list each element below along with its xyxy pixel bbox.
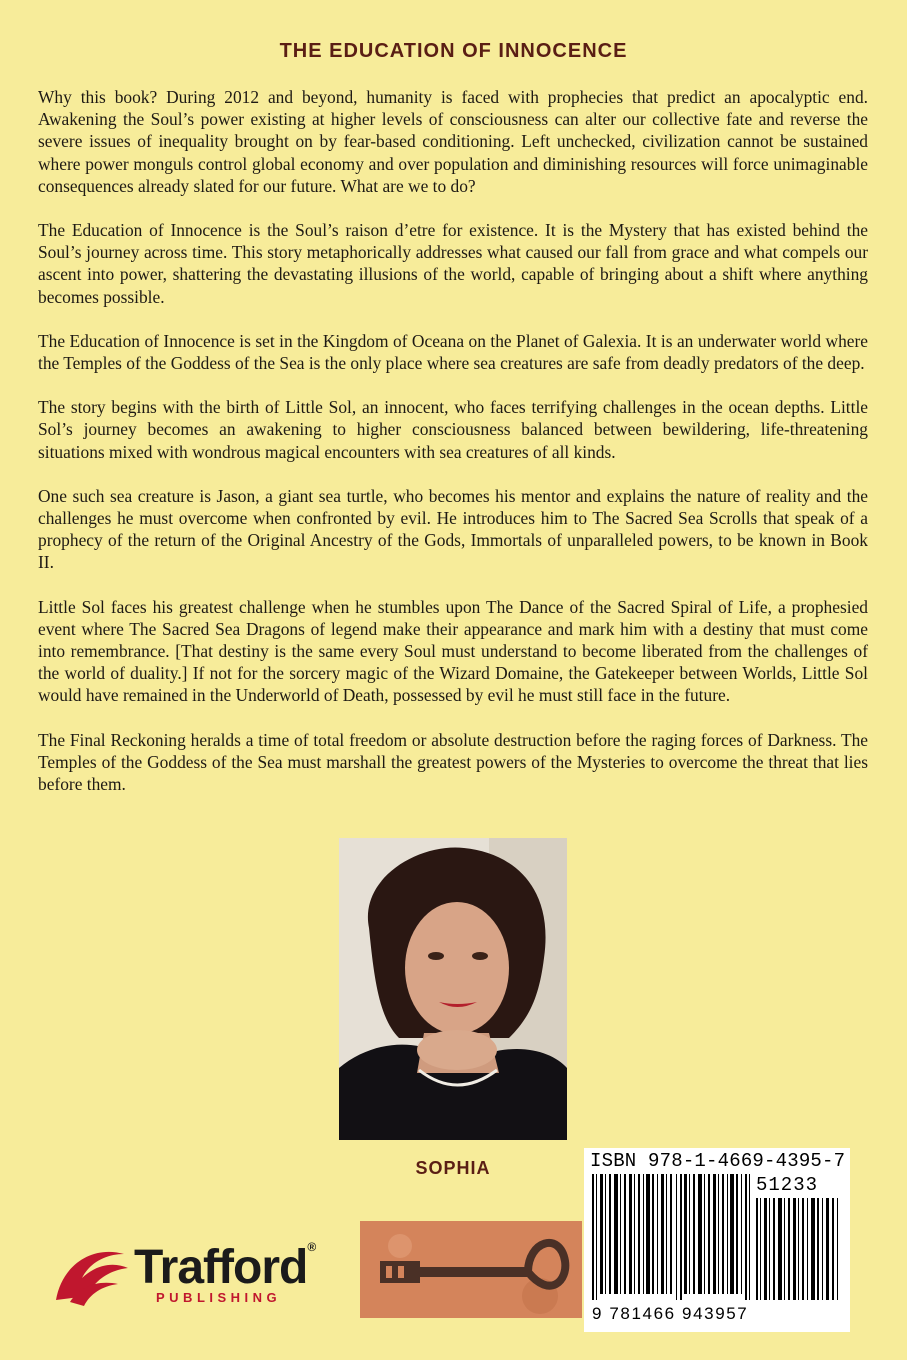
isbn-barcode [584, 1148, 850, 1332]
trafford-swirl-icon [52, 1240, 134, 1310]
author-photo [339, 838, 567, 1140]
author-portrait-illustration [339, 838, 567, 1140]
ean-digits: 9 781466 943957 [592, 1304, 749, 1323]
description-paragraph: One such sea creature is Jason, a giant sea turtle, who becomes his mentor and explains the nature of reality and the challenges he must overcome when confronted by evil. He introduces him to The Sacred Sea Scrolls that speak of a prophecy of the return of the Original Ancestry of the Gods, Immortals of unparalleled powers, to be known in Book II. [38, 485, 868, 573]
description-paragraph: The Education of Innocence is set in the Kingdom of Oceana on the Planet of Galexia. It is an underwater world where the Temples of the Goddess of the Sea is the only place where sea creatures are safe from deadly predators of the deep. [38, 330, 868, 374]
description-paragraph: Little Sol faces his greatest challenge when he stumbles upon The Dance of the Sacred Spiral of Life, a prophesied event where The Sacred Sea Dragons of legend make their appearance and mark him with a destiny that must come into remembrance. [That destiny is the same every Soul must understand to become liberated from the challenges of the world of duality.] If not for the sorcery magic of the Wizard Domaine, the Gatekeeper between Worlds, Little Sol would have remained in the Underworld of Death, possessed by evil he must still face in the future. [38, 596, 868, 706]
isbn-number: ISBN 978-1-4669-4395-7 [590, 1150, 846, 1172]
antique-key-icon [360, 1221, 582, 1318]
publisher-subtitle: PUBLISHING [156, 1290, 282, 1305]
publisher-name: Trafford® [134, 1240, 316, 1294]
book-title: THE EDUCATION OF INNOCENCE [279, 40, 628, 62]
book-description [38, 86, 868, 817]
price-code: 51233 [756, 1174, 819, 1196]
description-paragraph: Why this book? During 2012 and beyond, humanity is faced with prophecies that predict an apocalyptic end. Awakening the Soul’s power existing at higher levels of consciousness can alter our collective fate and reverse the severe issues of inequality brought on by fear-based conditioning. Left unchecked, civilization cannot be sustained where power monguls control global economy and over population and diminishing resources will force unimaginable consequences already slated for our future. What are we to do? [38, 87, 868, 196]
key-image [360, 1221, 582, 1318]
description-paragraph: The Final Reckoning heralds a time of total freedom or absolute destruction before the raging forces of Darkness. The Temples of the Goddess of the Sea must marshall the greatest powers of the Mysteries to overcome the threat that lies before them. [38, 729, 868, 795]
description-paragraph: The story begins with the birth of Little Sol, an innocent, who faces terrifying challenges in the ocean depths. Little Sol’s journey becomes an awakening to higher consciousness balanced between bewildering, life-threatening situations mixed with wondrous magical encounters with sea creatures of all kinds. [38, 397, 868, 462]
author-name: SOPHIA [415, 1158, 491, 1178]
description-paragraph: The Education of Innocence is the Soul’s raison d’etre for existence. It is the Mystery that has existed behind the Soul’s journey across time. This story metaphorically addresses what caused our fall from grace and what compels our ascent into power, shattering the devastating illusions of the world, capable of bringing about a shift where anything becomes possible. [38, 220, 868, 307]
publisher-logo [52, 1240, 357, 1310]
